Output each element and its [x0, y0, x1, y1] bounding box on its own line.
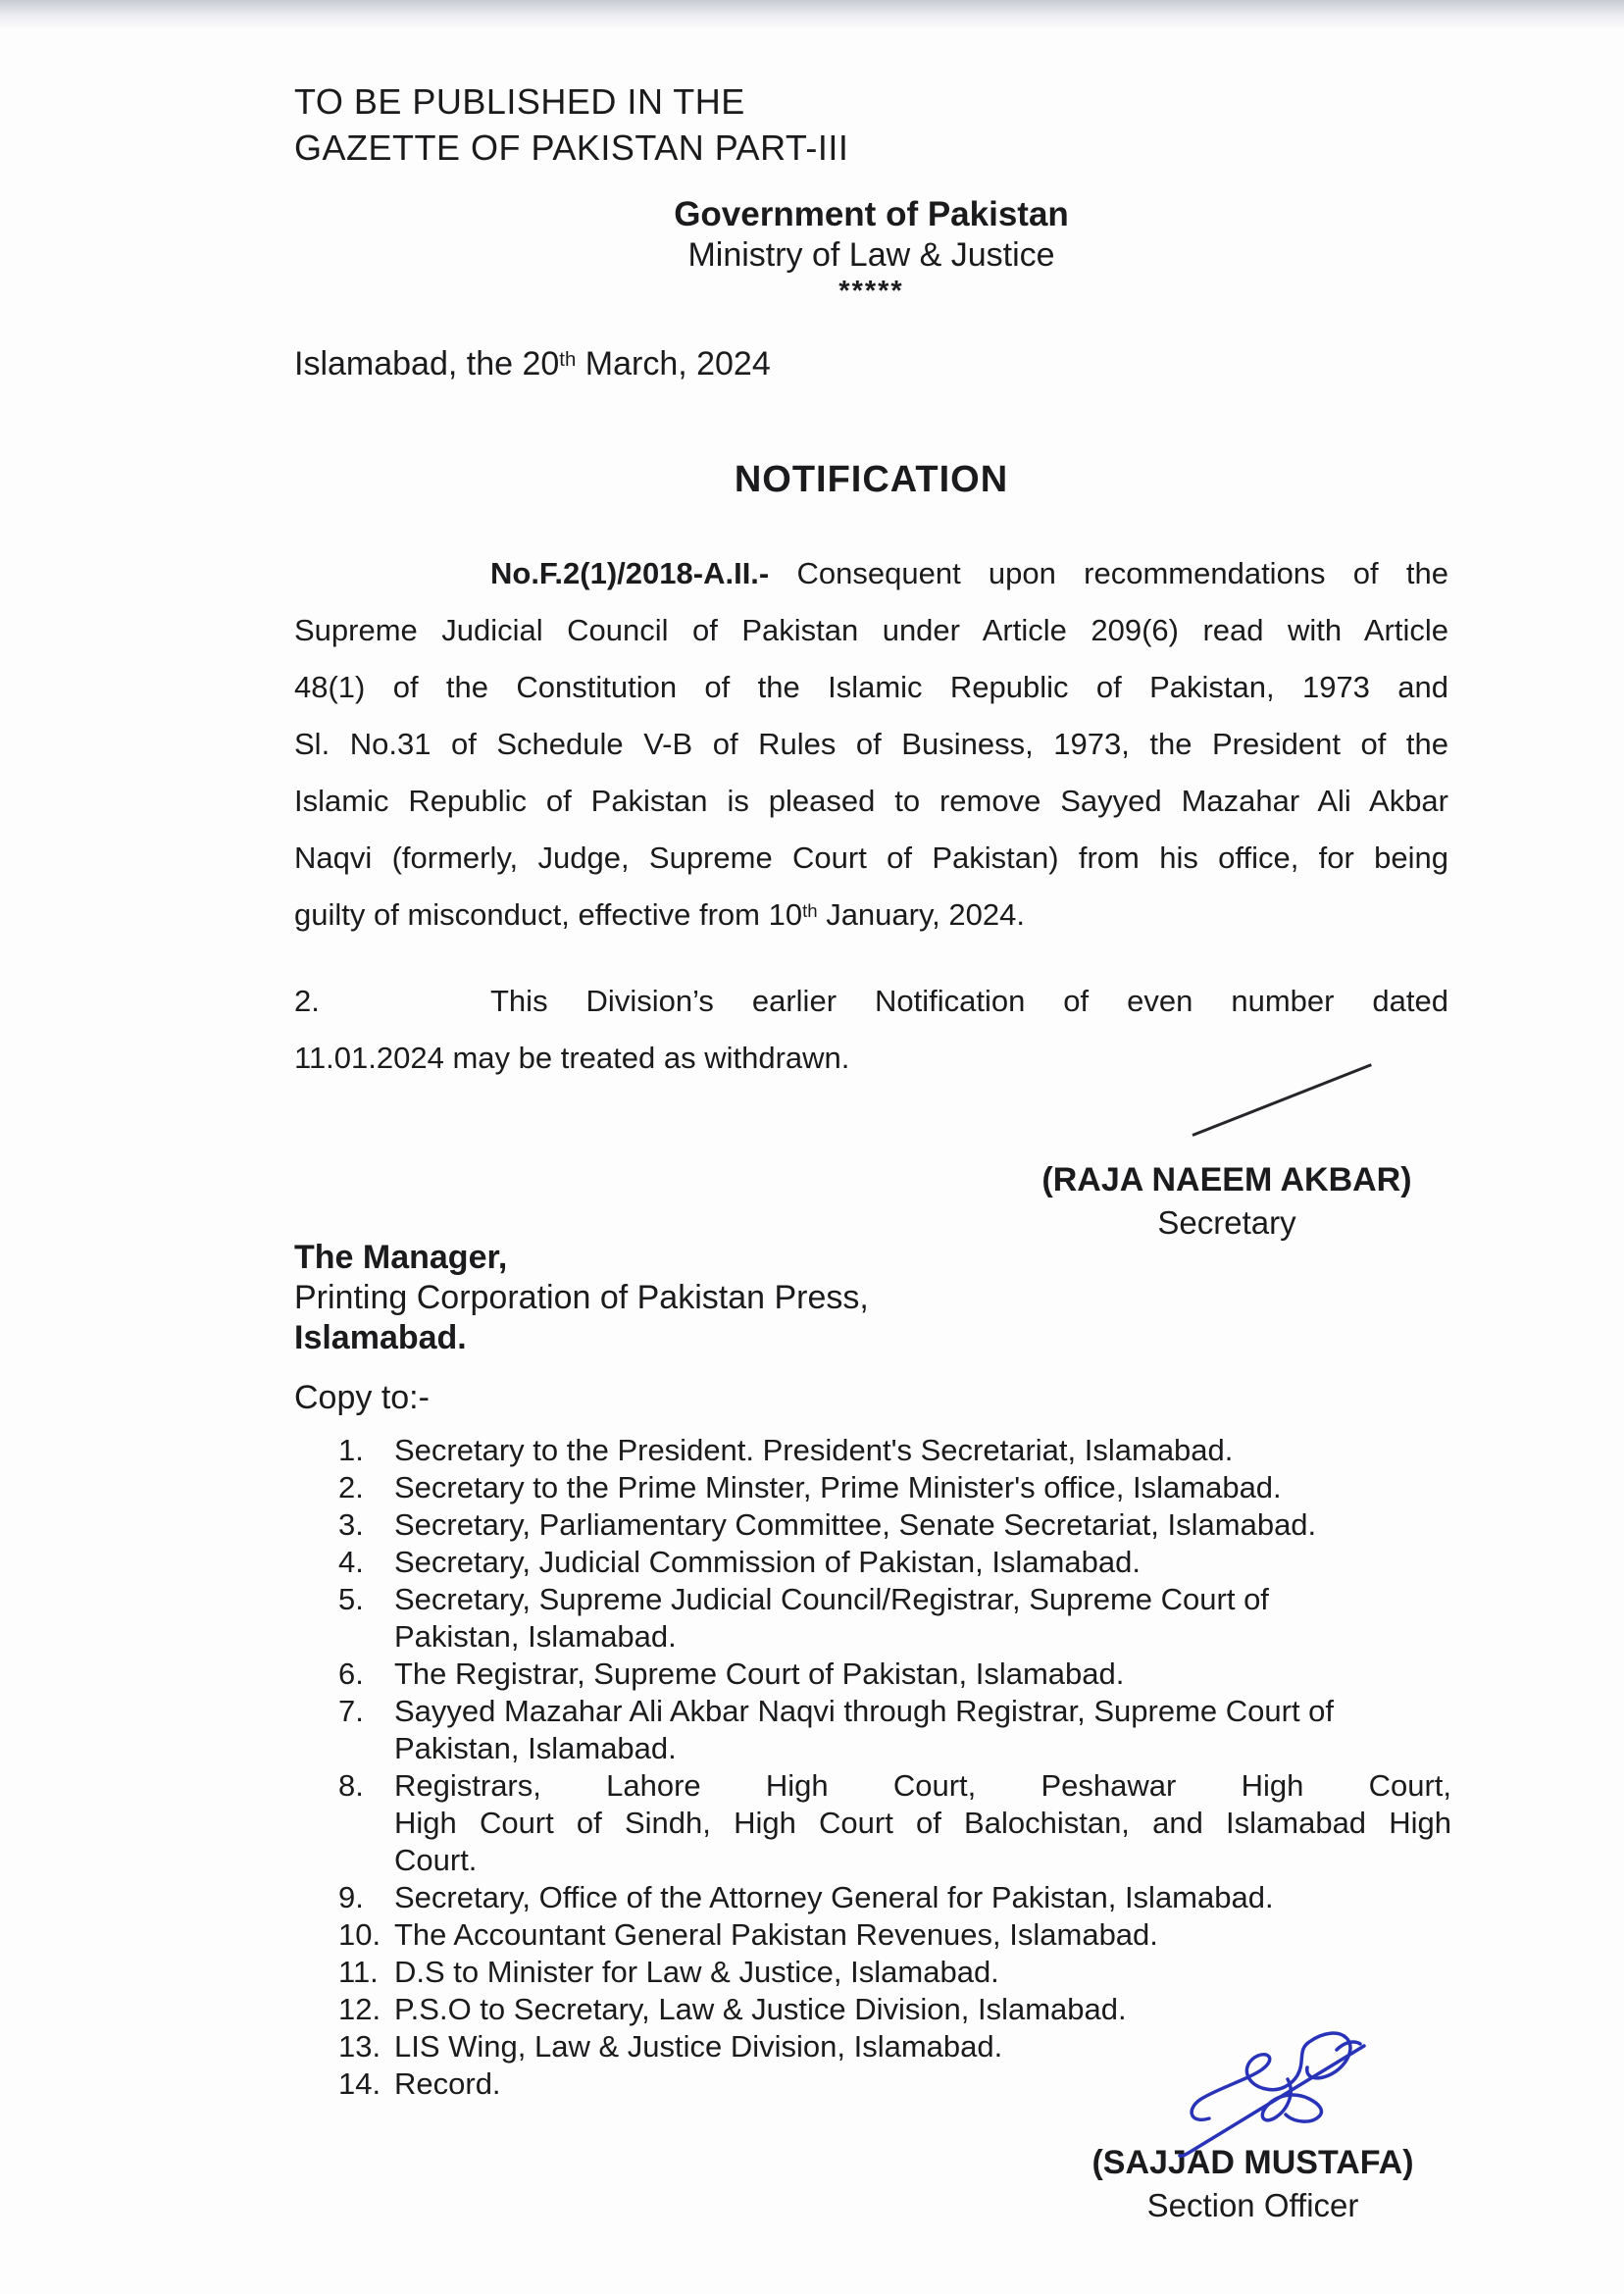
copy-item-text: [394, 1544, 1451, 1581]
copy-item-number: 12.: [338, 1992, 381, 2026]
copy-item-number: 11.: [338, 1955, 379, 1989]
copy-item-number: 10.: [338, 1917, 381, 1952]
copy-list-item: [338, 1693, 1451, 1767]
copy-item-number: 4.: [338, 1545, 364, 1579]
text-segment: January, 2024.: [817, 897, 1025, 932]
copy-item-number: 9.: [338, 1880, 364, 1914]
text-line: [294, 973, 1448, 1030]
text-line: 11.01.2024 may be treated as withdrawn.: [294, 1041, 850, 1075]
scan-edge-artifact: [0, 0, 1624, 29]
copy-list-item: [338, 1991, 1451, 2028]
secretary-title: Secretary: [1157, 1204, 1296, 1241]
copy-item-number: 1.: [338, 1433, 364, 1467]
text-line: P.S.O to Secretary, Law & Justice Division, Islamabad.: [394, 1992, 1127, 2026]
addressee-city: Islamabad.: [294, 1319, 467, 1356]
text-line: LIS Wing, Law & Justice Division, Islamabad.: [394, 2029, 1003, 2064]
copy-item-text: [394, 1469, 1451, 1506]
copy-item-text: [394, 1581, 1451, 1656]
text-line: Pakistan, Islamabad.: [394, 1731, 677, 1765]
copy-item-number: 3.: [338, 1507, 364, 1542]
copy-item-text: [394, 1432, 1451, 1469]
letterhead: [294, 194, 1448, 308]
text-line: Islamic Republic of Pakistan is pleased to remove Sayyed Mazahar Ali Akbar: [294, 784, 1448, 818]
text-line: Secretary to the President. President's Secretariat, Islamabad.: [394, 1433, 1234, 1467]
separator-stars: *****: [838, 276, 904, 307]
text-line: The Registrar, Supreme Court of Pakistan, Islamabad.: [394, 1657, 1125, 1691]
copy-item-text: [394, 1693, 1451, 1767]
copy-item-number: 5.: [338, 1582, 364, 1616]
copy-distribution-list: [338, 1432, 1451, 2103]
body-paragraph-1: [294, 545, 1448, 947]
copy-to-heading: Copy to:-: [294, 1379, 430, 1416]
copy-list-item: [338, 1544, 1451, 1581]
copy-item-number: 6.: [338, 1657, 364, 1691]
text-line: The Accountant General Pakistan Revenues, Islamabad.: [394, 1917, 1158, 1952]
copy-list-item: [338, 1916, 1451, 1954]
text-line: 48(1) of the Constitution of the Islamic Republic of Pakistan, 1973 and: [294, 670, 1448, 704]
text-line: [294, 345, 1429, 383]
government-name: Government of Pakistan: [674, 195, 1069, 233]
copy-item-text: [394, 1506, 1451, 1544]
section-officer-title: Section Officer: [1146, 2187, 1359, 2223]
text-segment: Islamabad, the 20: [294, 345, 560, 382]
ministry-name: Ministry of Law & Justice: [687, 236, 1055, 274]
notification-title: NOTIFICATION: [734, 459, 1009, 500]
body-paragraph-2: [294, 973, 1448, 1087]
date-line: [294, 345, 1429, 383]
text-line: D.S to Minister for Law & Justice, Islamabad.: [394, 1955, 999, 1989]
copy-item-text: [394, 1879, 1451, 1916]
text-segment: March, 2024: [576, 345, 771, 382]
text-line: Pakistan, Islamabad.: [394, 1619, 677, 1654]
copy-list-item: [338, 1767, 1451, 1879]
publication-notice: [294, 78, 848, 171]
copy-item-number: 2.: [338, 1470, 364, 1504]
text-line: Supreme Judicial Council of Pakistan under Article 209(6) read with Article: [294, 613, 1448, 647]
addressee-block: [294, 1238, 869, 1358]
copy-item-number: 14.: [338, 2066, 381, 2101]
copy-item-number: 13.: [338, 2029, 381, 2064]
copy-list-item: [338, 1656, 1451, 1693]
addressee-organization: Printing Corporation of Pakistan Press,: [294, 1279, 869, 1316]
text-segment: th: [802, 899, 818, 921]
text-segment: Consequent upon recommendations of the: [769, 556, 1448, 590]
text-line: Sl. No.31 of Schedule V-B of Rules of Business, 1973, the President of the: [294, 727, 1448, 761]
text-line: High Court of Sindh, High Court of Balochistan, and Islamabad High: [394, 1806, 1451, 1840]
text-line: Registrars, Lahore High Court, Peshawar High Court,: [394, 1768, 1451, 1803]
publication-notice-line2: GAZETTE OF PAKISTAN PART-III: [294, 127, 849, 168]
text-line: Court.: [394, 1843, 478, 1877]
copy-list-item: [338, 1879, 1451, 1916]
copy-item-number: 7.: [338, 1694, 364, 1728]
text-line: Secretary, Judicial Commission of Pakistan, Islamabad.: [394, 1545, 1141, 1579]
text-line: Secretary, Parliamentary Committee, Senate Secretariat, Islamabad.: [394, 1507, 1317, 1542]
copy-list-item: [338, 1469, 1451, 1506]
secretary-signatory-block: [1003, 1158, 1450, 1245]
copy-list-item: [338, 1506, 1451, 1544]
text-segment: guilty of misconduct, effective from 10: [294, 897, 803, 932]
text-segment: No.F.2(1)/2018-A.II.-: [490, 556, 770, 590]
text-segment: 2.: [294, 984, 320, 1018]
copy-list-item: [338, 1432, 1451, 1469]
copy-item-text: [394, 1656, 1451, 1693]
copy-list-item: [338, 1954, 1451, 1991]
text-line: [294, 545, 1448, 602]
text-line: Sayyed Mazahar Ali Akbar Naqvi through Registrar, Supreme Court of: [394, 1694, 1335, 1728]
text-line: Secretary, Supreme Judicial Council/Registrar, Supreme Court of: [394, 1582, 1269, 1616]
section-officer-handwritten-signature: [1172, 2028, 1388, 2166]
text-segment: th: [559, 348, 577, 371]
secretary-name: (RAJA NAEEM AKBAR): [1041, 1161, 1412, 1198]
text-line: Record.: [394, 2066, 501, 2101]
text-line: Naqvi (formerly, Judge, Supreme Court of Pakistan) from his office, for being: [294, 841, 1448, 875]
text-line: Secretary to the Prime Minster, Prime Minister's office, Islamabad.: [394, 1470, 1282, 1504]
copy-item-text: [394, 1954, 1451, 1991]
copy-list-item: [338, 1581, 1451, 1656]
addressee-role: The Manager,: [294, 1239, 508, 1276]
text-segment: This Division’s earlier Notification of even number dated: [490, 984, 1448, 1018]
text-line: [294, 887, 1448, 947]
text-line: Secretary, Office of the Attorney General for Pakistan, Islamabad.: [394, 1880, 1274, 1914]
copy-item-text: [394, 1916, 1451, 1954]
copy-item-number: 8.: [338, 1768, 364, 1803]
publication-notice-line1: TO BE PUBLISHED IN THE: [294, 81, 745, 122]
section-officer-name: (SAJJAD MUSTAFA): [1091, 2144, 1414, 2181]
copy-item-text: [394, 1767, 1451, 1879]
copy-item-text: [394, 1991, 1451, 2028]
